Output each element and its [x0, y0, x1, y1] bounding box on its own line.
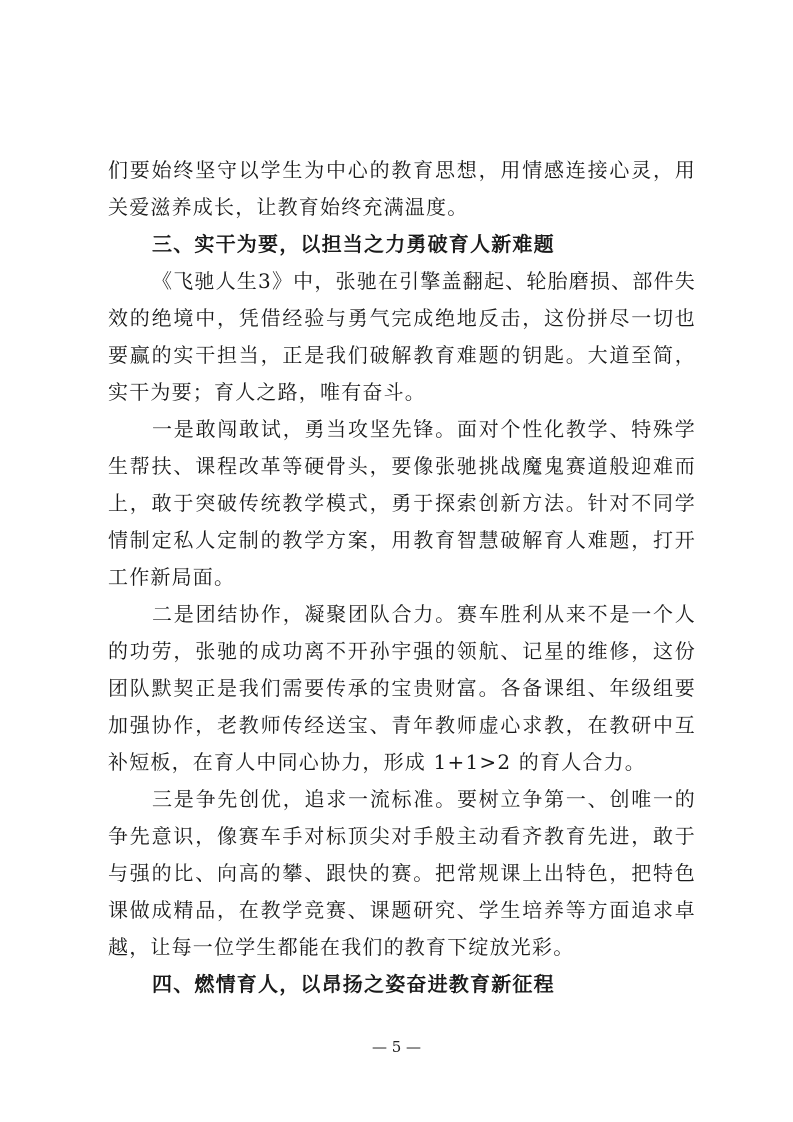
paragraph-film-example: 《飞驰人生3》中，张驰在引擎盖翻起、轮胎磨损、部件失效的绝境中，凭借经验与勇气完成绝地反击，这份拼尽一切也要赢的实干担当，正是我们破解教育难题的钥匙。大道至简，实干为要；育人之路，唯有奋斗。	[108, 269, 696, 404]
section-heading-4: 四、燃情育人，以昂扬之姿奋进教育新征程	[152, 972, 555, 996]
paragraph-point-2: 二是团结协作，凝聚团队合力。赛车胜利从来不是一个人的功劳，张驰的成功离不开孙宇强的领航、记星的维修，这份团队默契正是我们需要传承的宝贵财富。各备课组、年级组要加强协作，老教师传经送宝、青年教师虚心求教，在教研中互补短板，在育人中同心协力，形成 1+1>2 的育人合力。	[108, 602, 696, 774]
page-number: — 5 —	[371, 1038, 422, 1056]
section-heading-3: 三、实干为要，以担当之力勇破育人新难题	[152, 232, 555, 256]
paragraph-point-3: 三是争先创优，追求一流标准。要树立争第一、创唯一的争先意识，像赛车手对标顶尖对手般主动看齐教育先进，敢于与强的比、向高的攀、跟快的赛。把常规课上出特色，把特色课做成精品，在教学竞赛、课题研究、学生培养等方面追求卓越，让每一位学生都能在我们的教育下绽放光彩。	[108, 787, 696, 959]
paragraph-point-1: 一是敢闯敢试，勇当攻坚先锋。面对个性化教学、特殊学生帮扶、课程改革等硬骨头，要像张驰挑战魔鬼赛道般迎难而上，敢于突破传统教学模式，勇于探索创新方法。针对不同学情制定私人定制的教学方案，用教育智慧破解育人难题，打开工作新局面。	[108, 417, 696, 589]
document-body	[108, 152, 696, 1003]
paragraph-continuation: 们要始终坚守以学生为中心的教育思想，用情感连接心灵，用关爱滋养成长，让教育始终充满温度。	[108, 158, 696, 219]
